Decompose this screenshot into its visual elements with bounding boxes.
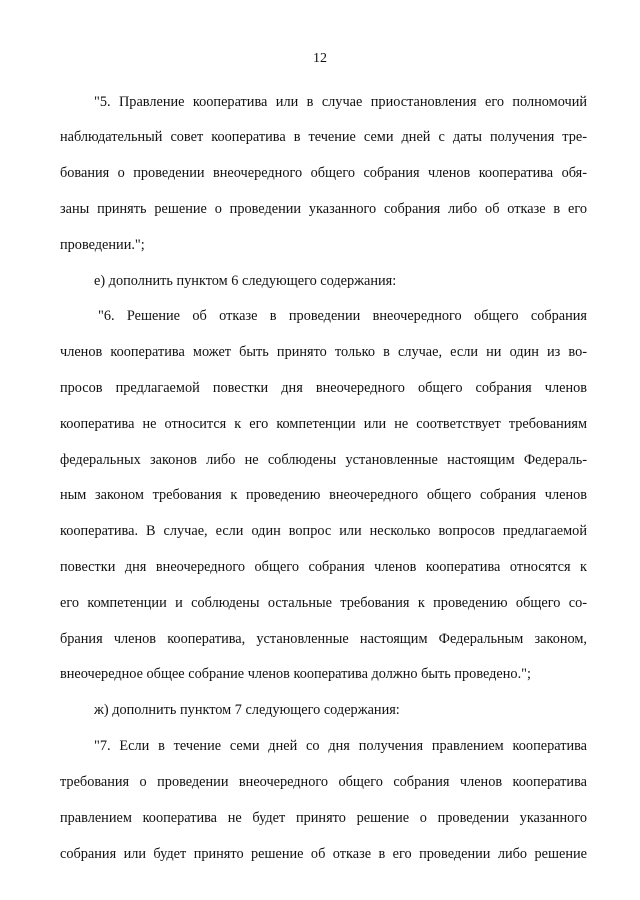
paragraph-7-line-1: "7. Если в течение семи дней со дня получения правлением кооператива xyxy=(94,738,587,754)
paragraph-6-line-3: просов предлагаемой повестки дня внеочередного общего собрания членов xyxy=(60,380,587,396)
paragraph-5-line-1: "5. Правление кооператива или в случае приостановления его полномочий xyxy=(94,94,587,110)
paragraph-5-line-2: наблюдательный совет кооператива в течение семи дней с даты получения тре- xyxy=(60,129,587,145)
paragraph-6-line-6: ным законом требования к проведению внеочередного общего собрания членов xyxy=(60,487,587,503)
paragraph-6-line-11: внеочередное общее собрание членов кооператива должно быть проведено."; xyxy=(60,666,531,682)
paragraph-6-line-9: его компетенции и соблюдены остальные требования к проведению общего со- xyxy=(60,595,587,611)
paragraph-7-line-2: требования о проведении внеочередного общего собрания членов кооператива xyxy=(60,774,587,790)
paragraph-6-line-8: повестки дня внеочередного общего собрания членов кооператива относятся к xyxy=(60,559,587,575)
paragraph-5-line-4: заны принять решение о проведении указанного собрания либо об отказе в его xyxy=(60,201,587,217)
item-e-line: е) дополнить пунктом 6 следующего содержания: xyxy=(94,273,397,289)
paragraph-6-line-7: кооператива. В случае, если один вопрос или несколько вопросов предлагаемой xyxy=(60,523,587,539)
paragraph-5-line-3: бования о проведении внеочередного общего собрания членов кооператива обя- xyxy=(60,165,587,181)
paragraph-6-line-2: членов кооператива может быть принято только в случае, если ни один из во- xyxy=(60,344,587,360)
paragraph-6-line-5: федеральных законов либо не соблюдены установленные настоящим Федераль- xyxy=(60,452,587,468)
paragraph-6-line-10: брания членов кооператива, установленные настоящим Федеральным законом, xyxy=(60,631,587,647)
paragraph-7-line-3: правлением кооператива не будет принято решение о проведении указанного xyxy=(60,810,587,826)
paragraph-5-line-5: проведении."; xyxy=(60,237,145,253)
page-number: 12 xyxy=(313,51,327,66)
item-zh-line: ж) дополнить пунктом 7 следующего содержания: xyxy=(94,702,400,718)
paragraph-6-line-4: кооператива не относится к его компетенции или не соответствует требованиям xyxy=(60,416,587,432)
paragraph-6-line-1: "6. Решение об отказе в проведении внеочередного общего собрания xyxy=(98,308,587,324)
paragraph-7-line-4: собрания или будет принято решение об отказе в его проведении либо решение xyxy=(60,846,587,862)
